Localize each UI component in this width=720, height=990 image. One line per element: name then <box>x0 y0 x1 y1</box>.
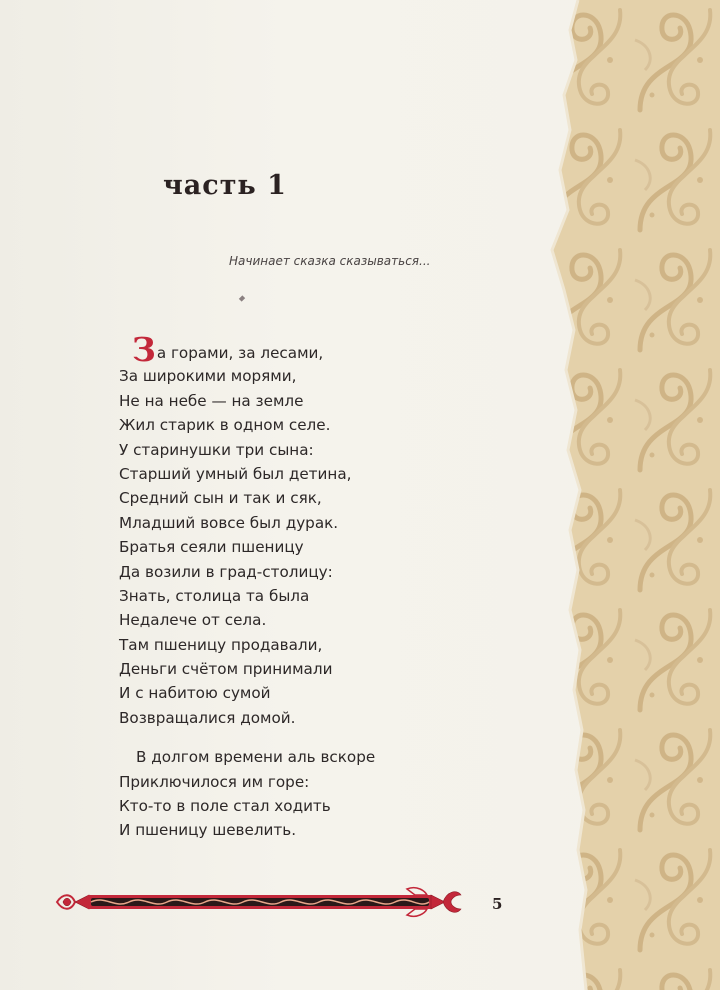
poem-line: Не на небе — на земле <box>119 391 304 410</box>
poem-line: В долгом времени аль вскоре <box>136 748 376 767</box>
poem-line: Приключилося им горе: <box>119 772 310 791</box>
diamond-ornament-icon <box>239 295 245 301</box>
epigraph: Начинает сказка сказываться... <box>229 254 431 268</box>
decorative-sidebar <box>540 0 720 990</box>
border-ornament <box>55 883 465 921</box>
poem-line-text: а горами, за лесами, <box>156 344 324 362</box>
floral-pattern <box>540 0 720 990</box>
poem-line <box>119 330 419 369</box>
poem-line: Кто-то в поле стал ходить <box>119 797 331 816</box>
poem-line: Братья сеяли пшеницу <box>119 538 304 557</box>
poem-stanza-1 <box>119 330 419 730</box>
poem-text <box>119 330 419 843</box>
poem-line: Возвращалися домой. <box>119 708 296 727</box>
poem-line: Деньги счётом принимали <box>119 660 333 679</box>
page-number: 5 <box>492 895 503 913</box>
poem-line: И с набитою сумой <box>119 684 271 703</box>
poem-line: Младший вовсе был дурак. <box>119 513 339 532</box>
chapter-title: часть 1 <box>163 170 287 201</box>
poem-line: Знать, столица та была <box>119 586 310 605</box>
poem-stanza-2 <box>119 745 419 843</box>
left-finial-icon <box>57 895 89 909</box>
poem-line: Жил старик в одном селе. <box>119 416 331 435</box>
poem-line: Старший умный был детина, <box>119 464 352 483</box>
poem-line: Средний сын и так и сяк, <box>119 489 322 508</box>
poem-line: Да возили в град-столицу: <box>119 562 333 581</box>
poem-line: Недалече от села. <box>119 611 267 630</box>
torn-edge <box>552 0 720 990</box>
drop-cap: З <box>132 330 156 369</box>
poem-line: У старинушки три сына: <box>119 440 314 459</box>
poem-line: И пшеницу шевелить. <box>119 821 297 840</box>
poem-line: За широкими морями, <box>119 367 297 386</box>
poem-line: Там пшеницу продавали, <box>119 635 323 654</box>
